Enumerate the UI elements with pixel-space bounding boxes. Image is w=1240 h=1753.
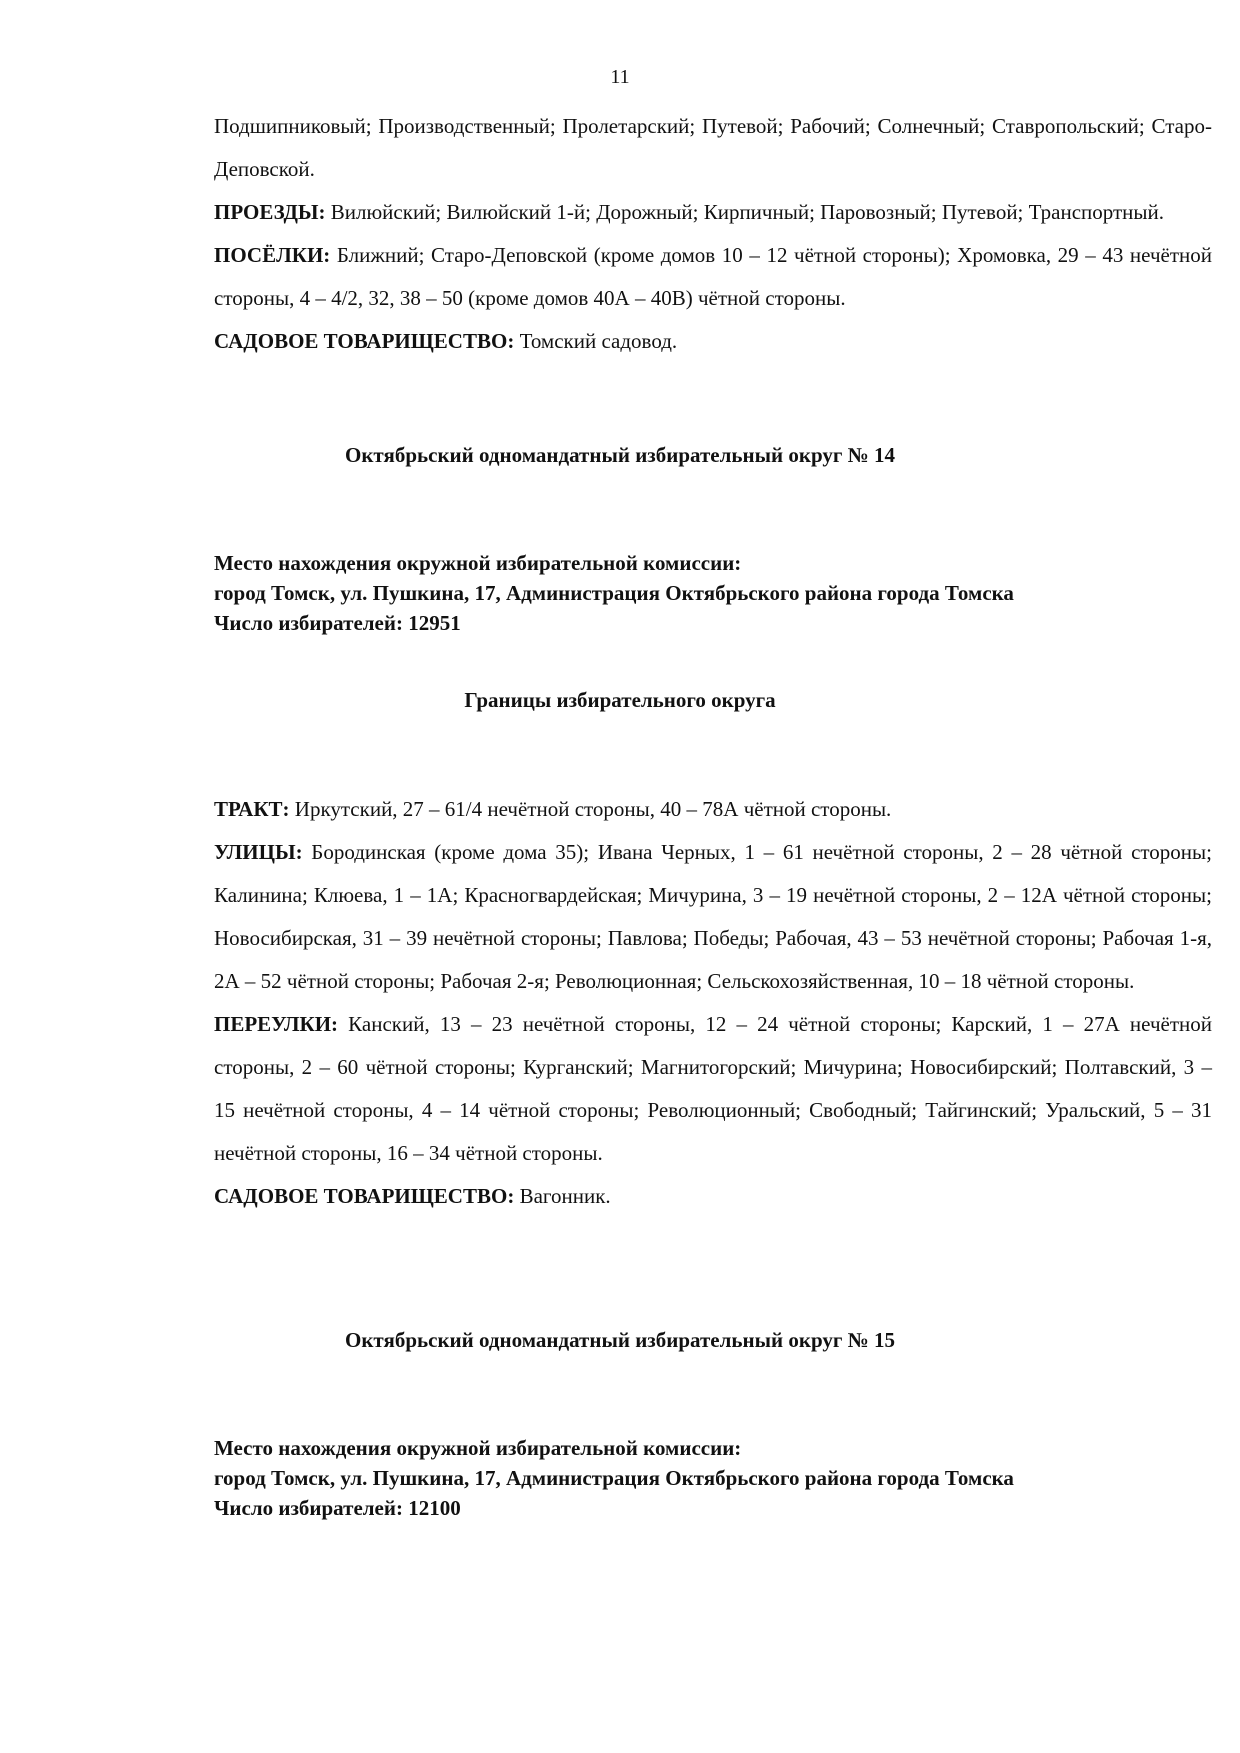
streets-label: УЛИЦЫ: [214,840,303,864]
lanes-label: ПЕРЕУЛКИ: [214,1012,339,1036]
page-number: 11 [610,66,630,88]
district-15-commission-label: Место нахождения окружной избирательной комиссии: [214,1436,742,1460]
passages-text: Вилюйский; Вилюйский 1-й; Дорожный; Кирпичный; Паровозный; Путевой; Транспортный. [325,200,1165,224]
district-14-commission-info [214,548,1214,638]
district-15-commission-address: город Томск, ул. Пушкина, 17, Администрация Октябрьского района города Томска [214,1466,1014,1490]
passages-paragraph [214,191,1212,234]
lanes-text: Канский, 13 – 23 нечётной стороны, 12 – 24 чётной стороны; Карский, 1 – 27А нечётной стороны, 2 – 60 чётной стороны; Курганский; Магнитогорский; Мичурина; Новосибирский; Полтавский, 3 – 15 нечётной стороны, 4 – 14 чётной стороны; Революционный; Свободный; Тайгинский; Уральский, 5 – 31 нечётной стороны, 16 – 34 чётной стороны. [214,1012,1212,1165]
streets-continued-text: Подшипниковый; Производственный; Пролетарский; Путевой; Рабочий; Солнечный; Ставропольский; Старо-Деповской. [214,114,1212,181]
tract-text: Иркутский, 27 – 61/4 нечётной стороны, 40 – 78А чётной стороны. [289,797,892,821]
passages-label: ПРОЕЗДЫ: [214,200,326,224]
settlements-label: ПОСЁЛКИ: [214,243,331,267]
tract-paragraph [214,788,1212,831]
district-14-title: Октябрьский одномандатный избирательный округ № 14 [345,443,895,467]
district-15-title: Октябрьский одномандатный избирательный округ № 15 [345,1328,895,1352]
district-14-commission-label: Место нахождения окружной избирательной комиссии: [214,551,742,575]
district-15-commission-info [214,1433,1214,1523]
district-14-commission-address: город Томск, ул. Пушкина, 17, Администрация Октябрьского района города Томска [214,581,1014,605]
district-15-voters: Число избирателей: 12100 [214,1496,461,1520]
garden-label: САДОВОЕ ТОВАРИЩЕСТВО: [214,329,515,353]
tract-label: ТРАКТ: [214,797,290,821]
district-14-voters: Число избирателей: 12951 [214,611,461,635]
streets-paragraph [214,831,1212,1003]
district-14-garden-label: САДОВОЕ ТОВАРИЩЕСТВО: [214,1184,515,1208]
settlements-text: Ближний; Старо-Деповской (кроме домов 10 – 12 чётной стороны); Хромовка, 29 – 43 нечётной стороны, 4 – 4/2, 32, 38 – 50 (кроме домов 40А – 40В) чётной стороны. [214,243,1212,310]
district-14-garden-text: Вагонник. [514,1184,611,1208]
lanes-paragraph [214,1003,1212,1175]
district-14-garden-paragraph [214,1175,1212,1218]
district-14-borders [214,788,1212,1218]
streets-continued-paragraph [214,105,1212,191]
garden-paragraph [214,320,1212,363]
top-section [214,105,1212,363]
district-14-borders-title: Границы избирательного округа [464,688,776,712]
garden-text: Томский садовод. [514,329,678,353]
streets-text: Бородинская (кроме дома 35); Ивана Черных, 1 – 61 нечётной стороны, 2 – 28 чётной стороны; Калинина; Клюева, 1 – 1А; Красногвардейская; Мичурина, 3 – 19 нечётной стороны, 2 – 12А чётной стороны; Новосибирская, 31 – 39 нечётной стороны; Павлова; Победы; Рабочая, 43 – 53 нечётной стороны; Рабочая 1-я, 2А – 52 чётной стороны; Рабочая 2-я; Революционная; Сельскохозяйственная, 10 – 18 чётной стороны. [214,840,1212,993]
settlements-paragraph [214,234,1212,320]
